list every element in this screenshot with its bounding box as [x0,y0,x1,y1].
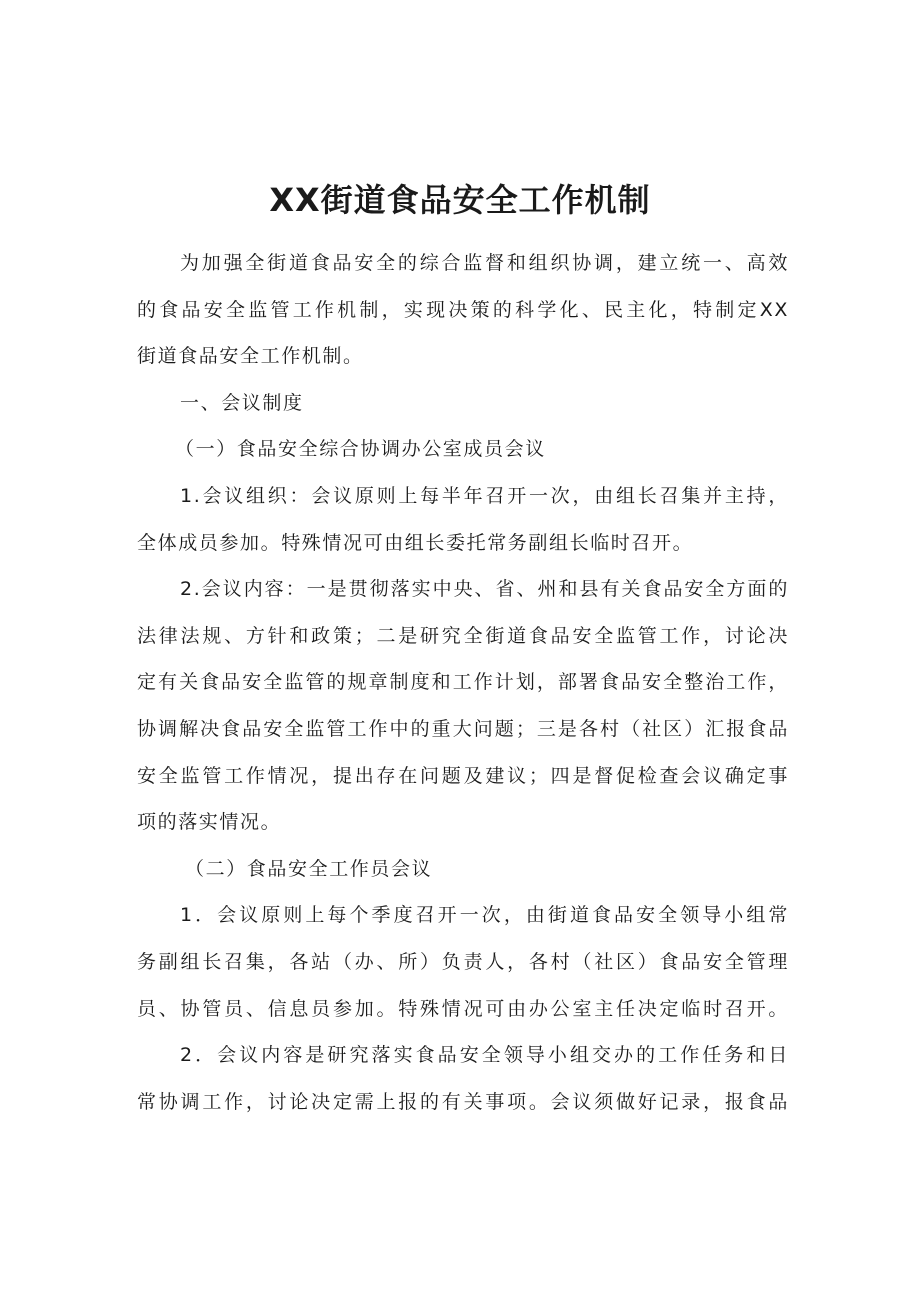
document-body [137,240,789,1125]
paragraph-line: 定有关食品安全监管的规章制度和工作计划，部署食品安全整治工作， [137,671,789,694]
paragraph-line: 常协调工作，讨论决定需上报的有关事项。会议须做好记录，报食品 [137,1090,789,1113]
paragraph-line: 员、协管员、信息员参加。特殊情况可由办公室主任决定临时召开。 [137,997,789,1020]
paragraph-line: 街道食品安全工作机制。 [137,345,364,368]
paragraph-line: 2．会议内容是研究落实食品安全领导小组交办的工作任务和日 [180,1044,789,1067]
paragraph-line: 的食品安全监管工作机制，实现决策的科学化、民主化，特制定XX [137,298,789,321]
section-heading: 一、会议制度 [180,391,304,414]
paragraph-line: 1.会议组织：会议原则上每半年召开一次，由组长召集并主持， [180,484,789,507]
paragraph-line: 项的落实情况。 [137,811,282,834]
paragraph-line: 2.会议内容：一是贯彻落实中央、省、州和县有关食品安全方面的 [180,578,789,601]
paragraph-line: 安全监管工作情况，提出存在问题及建议；四是督促检查会议确定事 [137,764,789,787]
paragraph-line: 法律法规、方针和政策；二是研究全街道食品安全监管工作，讨论决 [137,624,789,647]
subsection-heading: （一）食品安全综合协调办公室成员会议 [175,438,546,461]
paragraph-line: 1．会议原则上每个季度召开一次，由街道食品安全领导小组常 [180,904,789,927]
subsection-heading: （二）食品安全工作员会议 [185,857,433,880]
document-title: XX街道食品安全工作机制 [269,181,651,219]
paragraph-line: 为加强全街道食品安全的综合监督和组织协调，建立统一、高效 [180,252,789,274]
paragraph-line: 务副组长召集，各站（办、所）负责人，各村（社区）食品安全管理 [137,950,789,973]
paragraph-line: 全体成员参加。特殊情况可由组长委托常务副组长临时召开。 [137,531,694,554]
paragraph-line: 协调解决食品安全监管工作中的重大问题；三是各村（社区）汇报食品 [137,717,789,740]
